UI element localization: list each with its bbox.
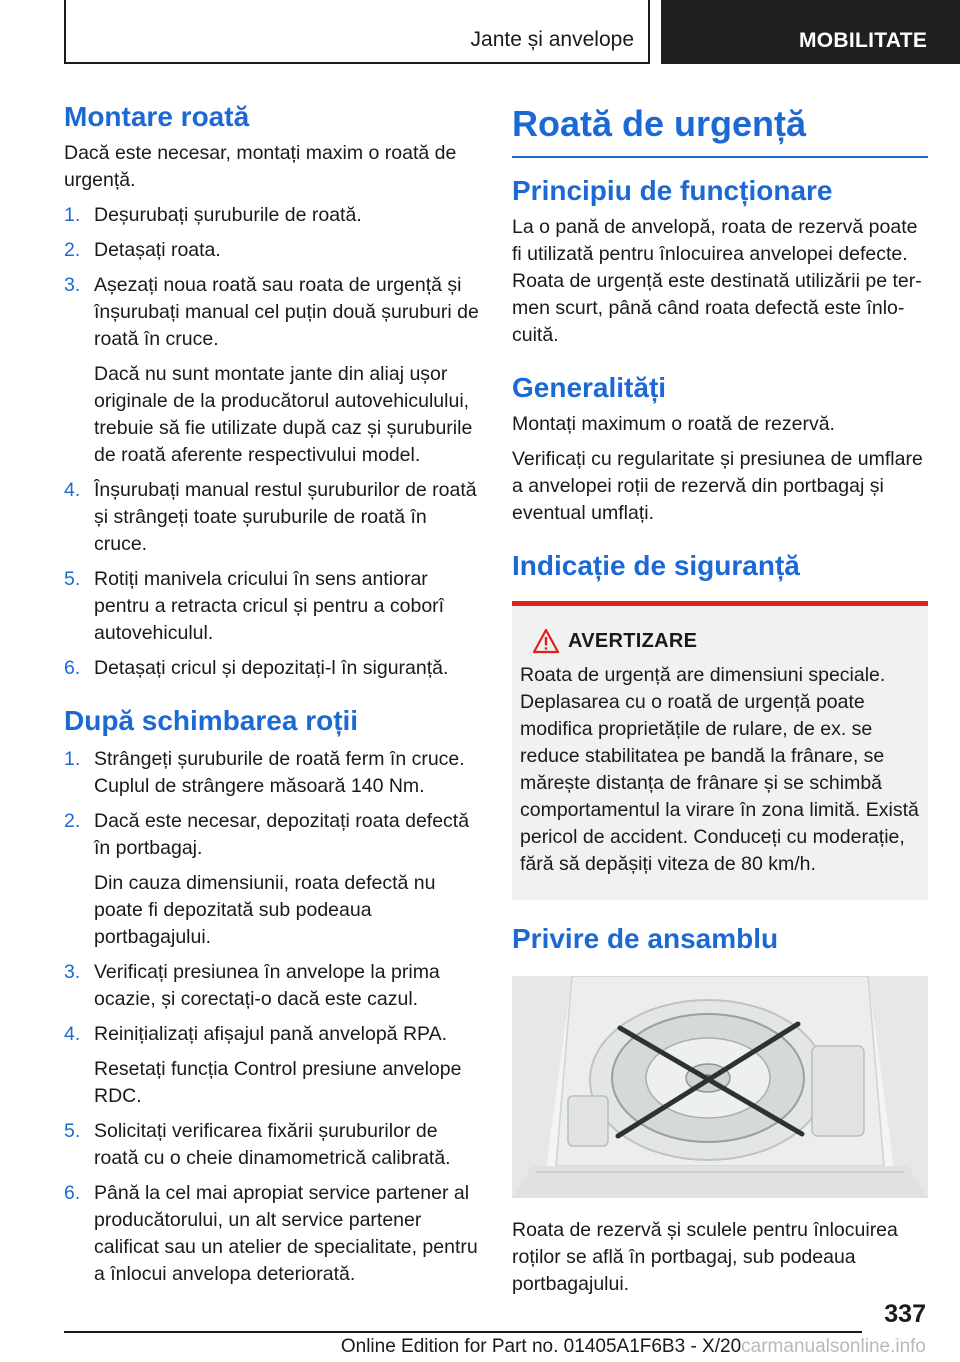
header-section-frame xyxy=(64,0,650,64)
step-number: 4. xyxy=(64,1023,81,1045)
step-text: Așezați noua roată sau roata de urgență și înșurubați manual cel puțin două șuruburi de roată în cruce. xyxy=(94,274,479,350)
footer-edition-text: Online Edition for Part no. 01405A1F6B3 - X/20 xyxy=(340,1336,742,1357)
montare-steps xyxy=(64,202,480,682)
trunk-spare-wheel-illustration xyxy=(512,976,928,1198)
step-number: 6. xyxy=(64,657,81,679)
page-header xyxy=(0,0,960,66)
dupa-step xyxy=(64,959,480,1013)
page-number: 337 xyxy=(884,1300,926,1328)
step-number: 3. xyxy=(64,961,81,983)
header-chapter-title: MOBILITATE xyxy=(799,29,928,52)
montare-step xyxy=(64,477,480,558)
step-number: 5. xyxy=(64,568,81,590)
montare-step xyxy=(64,566,480,647)
dupa-steps xyxy=(64,746,480,1288)
step-text: Dacă este necesar, depozitați roata defectă în portbagaj. xyxy=(94,810,470,859)
step-number: 2. xyxy=(64,239,81,261)
step-number: 3. xyxy=(64,274,81,296)
montare-step xyxy=(64,237,480,264)
step-number: 6. xyxy=(64,1182,81,1204)
step-text: Verificați presiunea în anvelope la prima ocazie, și corectați-o dacă este cazul. xyxy=(94,961,440,1010)
step-text: Înșurubați manual restul șuruburilor de roată și strângeți toate șuruburile de roată în cruce. xyxy=(94,479,477,555)
step-text: Deșurubați șuruburile de roată. xyxy=(94,204,362,226)
step-text: Strângeți șuruburile de roată ferm în cruce. Cuplul de strângere măsoară 140 Nm. xyxy=(94,748,465,797)
heading-principiu-de-functionare: Principiu de funcționare xyxy=(512,175,833,206)
step-text: Detașați roata. xyxy=(94,239,221,261)
step-text: Detașați cricul și depozitați-l în siguranță. xyxy=(94,657,449,679)
footer-rule xyxy=(64,1331,862,1333)
step-number: 1. xyxy=(64,748,81,770)
step-text: Solicitați verificarea fixării șuruburilor de roată cu o cheie dinamometrică calibrată. xyxy=(94,1120,451,1169)
step-note: Din cauza dimensiunii, roata defectă nu poate fi depozitată sub podeaua portbagajului. xyxy=(94,872,436,948)
dupa-step xyxy=(64,746,480,800)
heading-privire-de-ansamblu: Privire de ansamblu xyxy=(512,923,779,954)
warning-box xyxy=(512,601,928,900)
step-note: Resetați funcția Control presiune anvelope RDC. xyxy=(94,1058,462,1107)
left-column xyxy=(64,100,480,1296)
dupa-step xyxy=(64,1180,480,1288)
step-number: 4. xyxy=(64,479,81,501)
warning-title: AVERTIZARE xyxy=(568,630,698,652)
principiu-text: La o pană de anvelopă, roata de rezervă poate fi utilizată pentru înlocuirea anvelopei defecte. Roata de urgență este destinată utilizării pe termen scurt, până când roata defectă este înlocuită. xyxy=(512,216,922,346)
header-section-title: Jante și anvelope xyxy=(470,28,634,51)
heading-montare-roata: Montare roată xyxy=(64,101,250,132)
footer-watermark: carmanualsonline.info xyxy=(741,1336,926,1357)
warning-header xyxy=(520,628,920,658)
footer-edition xyxy=(0,1336,926,1358)
warning-triangle-icon xyxy=(532,628,560,654)
generalitati-text-2: Verificați cu regularitate și presiunea de umflare a anvelopei roții de rezervă din portbagaj și eventual umflați. xyxy=(512,448,923,524)
montare-step xyxy=(64,272,480,469)
heading-indicatie-de-siguranta: Indicație de siguranță xyxy=(512,550,800,581)
montare-step xyxy=(64,655,480,682)
warning-text: Roata de urgență are dimensiuni speciale. Deplasarea cu o roată de urgență poate modifica proprietățile de rulare, de ex. se reduce stabilitatea pe bandă la frânare, se mărește distanța de frânare și se schimbă comportamentul la virare în zona limită. Există pericol de accident. Conduceți cu moderație, fără să depășiți viteza de 80 km/h. xyxy=(520,664,919,875)
dupa-step xyxy=(64,808,480,951)
heading-generalitati: Generalități xyxy=(512,372,667,403)
step-number: 1. xyxy=(64,204,81,226)
heading-dupa-schimbarea-rotii: După schimbarea roții xyxy=(64,705,359,736)
step-note: Dacă nu sunt montate jante din aliaj ușor originale de la producătorul autovehiculului, trebuie să fie utilizate după caz și șuruburile de roată aferente respectivului model. xyxy=(94,363,473,466)
dupa-step xyxy=(64,1021,480,1110)
step-number: 2. xyxy=(64,810,81,832)
step-text: Până la cel mai apropiat service partener al producătorului, un alt service partener calificat sau un atelier de specialitate, pentru a înlocui anvelopa deteriorată. xyxy=(94,1182,478,1285)
dupa-step xyxy=(64,1118,480,1172)
step-text: Reinițializați afișajul pană anvelopă RPA. xyxy=(94,1023,448,1045)
step-text: Rotiți manivela cricului în sens antiorar pentru a retracta cricul și pentru a coborî autovehiculul. xyxy=(94,568,445,644)
heading-roata-de-urgenta: Roată de urgență xyxy=(512,102,928,158)
right-column xyxy=(512,100,928,1298)
step-number: 5. xyxy=(64,1120,81,1142)
montare-step xyxy=(64,202,480,229)
privire-caption: Roata de rezervă și sculele pentru înlocuirea roților se află în portbagaj, sub podeaua portbagajului. xyxy=(512,1219,898,1295)
generalitati-text-1: Montați maximum o roată de rezervă. xyxy=(512,413,835,435)
montare-intro: Dacă este necesar, montați maxim o roată de urgență. xyxy=(64,142,457,191)
header-chapter-tab xyxy=(661,0,960,64)
